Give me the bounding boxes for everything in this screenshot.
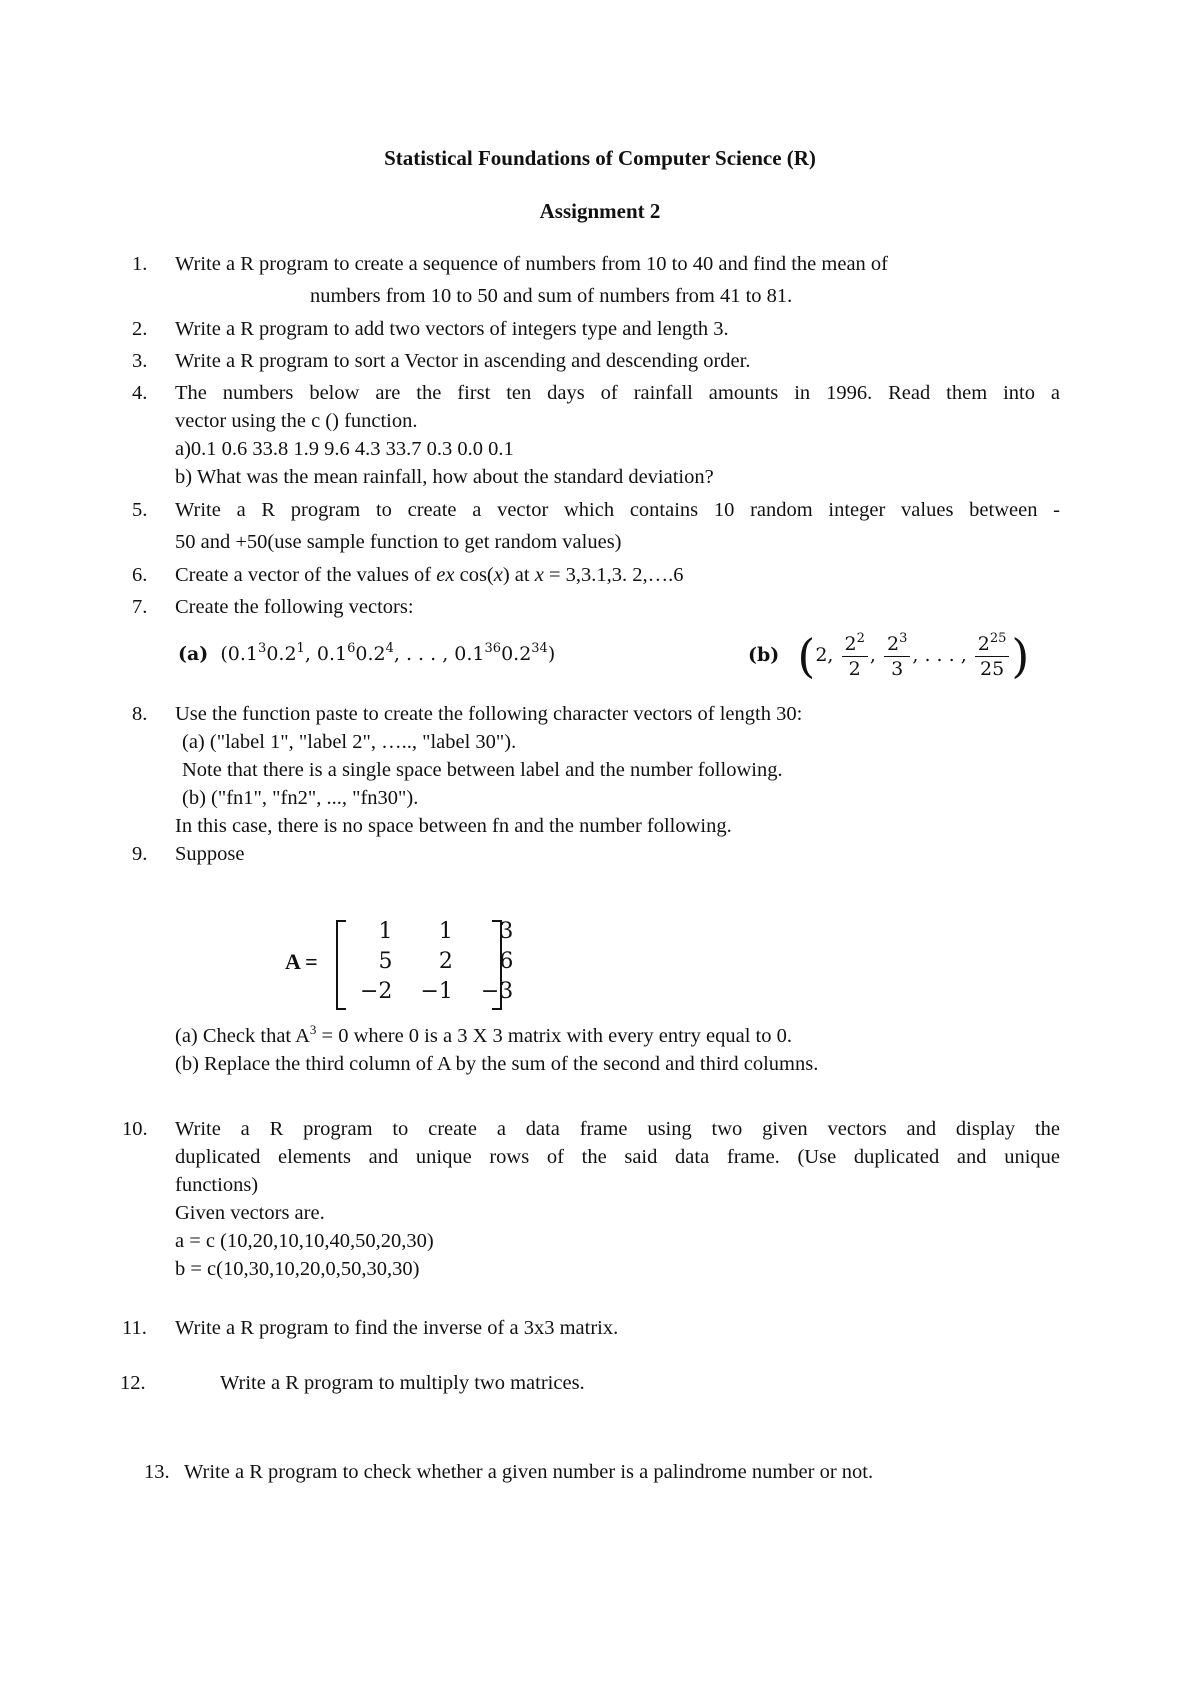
q9-text: Suppose (175, 843, 245, 865)
q4-line1: The numbers below are the first ten days of rainfall amounts in 1996. Read them into a (175, 382, 1060, 404)
q8-line2: (a) ("label 1", "label 2", ….., "label 30"). (182, 731, 517, 753)
q11-text: Write a R program to find the inverse of a 3x3 matrix. (175, 1317, 619, 1339)
q9-number: 9. (132, 843, 148, 865)
matrix-row (346, 946, 527, 976)
q4-part-b: b) What was the mean rainfall, how about the standard deviation? (175, 466, 714, 488)
q12-number: 12. (120, 1372, 146, 1394)
matrix-cell: 1 (438, 918, 453, 944)
q1-line1: Write a R program to create a sequence of numbers from 10 to 40 and find the mean of (175, 253, 889, 275)
matrix-a (346, 916, 527, 1006)
fraction-1: $\frac{2^2}{2}$ (842, 632, 868, 681)
q2-number: 2. (132, 318, 148, 340)
matrix-cell: 3 (499, 918, 514, 944)
q9-part-a: (a) Check that $A^3 = 0$ where 0 is a 3 X 3 matrix with every entry equal to 0. (175, 1022, 792, 1047)
matrix-cell: −1 (420, 978, 453, 1004)
q7-number: 7. (132, 596, 148, 618)
matrix-row (346, 976, 527, 1006)
q10-line1: Write a R program to create a data frame using two given vectors and display the (175, 1118, 1060, 1140)
q13-number: 13. (144, 1461, 170, 1483)
matrix-label: A = (285, 949, 318, 974)
q10-number: 10. (122, 1118, 148, 1140)
q6-number: 6. (132, 564, 148, 586)
assignment-title: Assignment 2 (539, 199, 661, 223)
matrix-cell: 6 (499, 948, 514, 974)
q4-number: 4. (132, 382, 148, 404)
fraction-2: $\frac{2^3}{3}$ (884, 632, 910, 681)
q10-line4: Given vectors are. (175, 1202, 325, 1224)
q8-line3: Note that there is a single space between label and the number following. (182, 759, 783, 781)
q6-text: Create a vector of the values of ex cos(x) at x = 3,3.1,3. 2,….6 (175, 564, 684, 586)
q5-line2: 50 and +50(use sample function to get random values) (175, 531, 622, 553)
left-paren: ( (797, 629, 816, 683)
matrix-row (346, 916, 527, 946)
q4-line2: vector using the c () function. (175, 410, 418, 432)
q5-line1: Write a R program to create a vector which contains 10 random integer values between - (175, 499, 1060, 521)
matrix-cell: 2 (438, 948, 453, 974)
q1-line2: numbers from 10 to 50 and sum of numbers from 41 to 81. (310, 285, 793, 307)
matrix-cell: −2 (360, 978, 393, 1004)
q7-vector-b: (b) (2, $\frac{2^2}{2}$ , $\frac{2^3}{3}$ , . . . , $\frac{2^{25}}{25}$ ) (748, 629, 1030, 683)
q10-line3: functions) (175, 1174, 259, 1196)
q7-text: Create the following vectors: (175, 596, 414, 618)
q9-part-b: (b) Replace the third column of A by the sum of the second and third columns. (175, 1053, 819, 1075)
q8-line1: Use the function paste to create the following character vectors of length 30: (175, 703, 803, 725)
matrix-cell: 5 (378, 948, 393, 974)
right-paren: ) (1011, 629, 1030, 683)
q2-text: Write a R program to add two vectors of integers type and length 3. (175, 318, 729, 340)
q10-line5: a = c (10,20,10,10,40,50,20,30) (175, 1230, 434, 1252)
course-title: Statistical Foundations of Computer Science (R) (384, 146, 816, 170)
q8-number: 8. (132, 703, 148, 725)
q12-text: Write a R program to multiply two matrices. (220, 1372, 585, 1394)
q4-part-a: a)0.1 0.6 33.8 1.9 9.6 4.3 33.7 0.3 0.0 0.1 (175, 438, 514, 460)
q11-number: 11. (122, 1317, 147, 1339)
q10-line2: duplicated elements and unique rows of the said data frame. (Use duplicated and unique (175, 1146, 1060, 1168)
q3-number: 3. (132, 350, 148, 372)
matrix-cell: −3 (480, 978, 514, 1004)
q3-text: Write a R program to sort a Vector in ascending and descending order. (175, 350, 751, 372)
q5-number: 5. (132, 499, 148, 521)
q8-line4: (b) ("fn1", "fn2", ..., "fn30"). (182, 787, 419, 809)
matrix-left-bracket (336, 920, 346, 1010)
q13-text: Write a R program to check whether a given number is a palindrome number or not. (184, 1461, 874, 1483)
fraction-3: $\frac{2^{25}}{25}$ (975, 632, 1010, 681)
q8-line5: In this case, there is no space between fn and the number following. (175, 815, 732, 837)
q7-vector-a: (a) ($0.1^30.2^1$, $0.1^60.2^4$, . . . , $0.1^{36}0.2^{34}$) (178, 641, 556, 665)
q10-line6: b = c(10,30,10,20,0,50,30,30) (175, 1258, 420, 1280)
matrix-cell: 1 (378, 918, 393, 944)
q1-number: 1. (132, 253, 148, 275)
